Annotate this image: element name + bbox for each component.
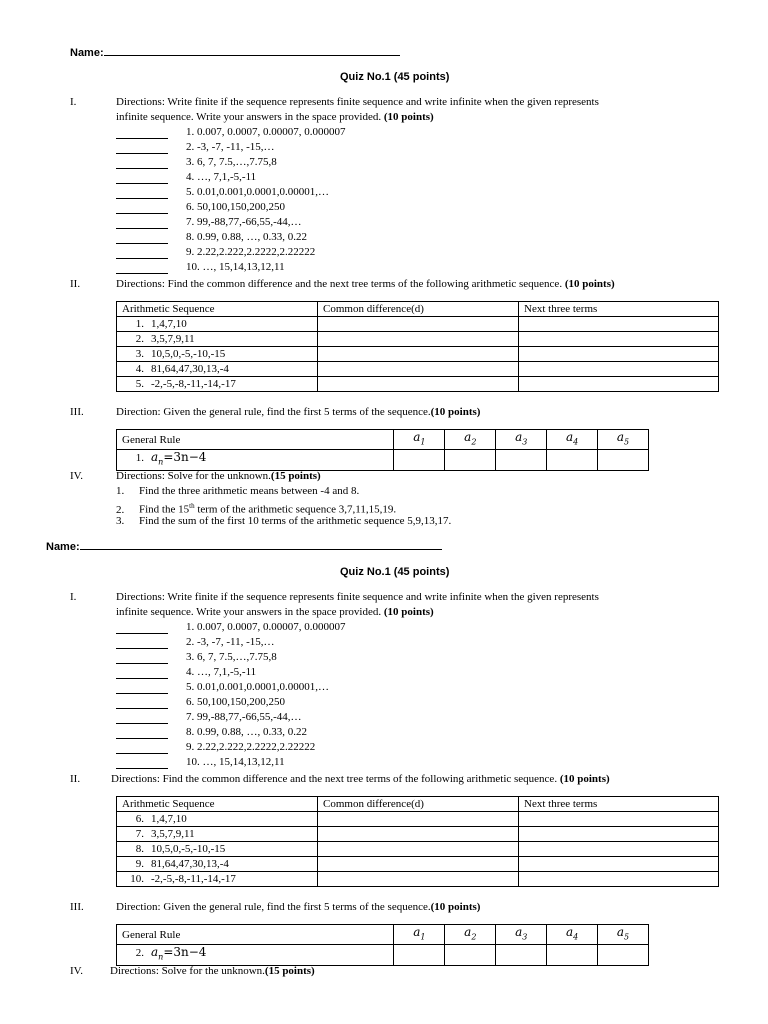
sequence-text: 9. 2.22,2.222,2.2222,2.22222 bbox=[186, 246, 316, 258]
table-row bbox=[117, 872, 719, 887]
term-header-a3: $a_3$ bbox=[496, 925, 547, 945]
sequence-text: 2. -3, -7, -11, -15,… bbox=[186, 141, 275, 153]
part4-roman: IV. bbox=[70, 965, 83, 977]
table-row bbox=[117, 812, 719, 827]
sequence-text: 10. …, 15,14,13,12,11 bbox=[186, 261, 285, 273]
part3-roman: III. bbox=[70, 901, 84, 913]
sequence-text: 1. 0.007, 0.0007, 0.00007, 0.000007 bbox=[186, 621, 346, 633]
term-answer-cell[interactable] bbox=[496, 450, 547, 470]
common-diff-answer-cell[interactable] bbox=[318, 362, 519, 377]
common-diff-answer-cell[interactable] bbox=[318, 317, 519, 332]
part2-directions: Directions: Find the common difference and the next tree terms of the following arithmetic sequence. (10 points) bbox=[116, 278, 615, 290]
part2-roman: II. bbox=[70, 773, 81, 785]
header-next-terms: Next three terms bbox=[519, 797, 719, 812]
answer-blank[interactable] bbox=[116, 157, 168, 169]
term-answer-cell[interactable] bbox=[547, 945, 598, 965]
next-terms-answer-cell[interactable] bbox=[519, 347, 719, 362]
sequence-text: 4. …, 7,1,-5,-11 bbox=[186, 171, 257, 183]
sequence-table bbox=[116, 301, 719, 392]
list-item bbox=[116, 620, 346, 635]
next-terms-answer-cell[interactable] bbox=[519, 377, 719, 392]
term-header-a5: $a_5$ bbox=[598, 430, 649, 450]
part4-directions: Directions: Solve for the unknown.(15 points) bbox=[110, 965, 315, 977]
quiz-title: Quiz No.1 (45 points) bbox=[340, 71, 450, 83]
answer-blank[interactable] bbox=[116, 262, 168, 274]
list-item bbox=[116, 740, 346, 755]
answer-blank[interactable] bbox=[116, 652, 168, 664]
sequence-cell: 8. 10,5,0,-5,-10,-15 bbox=[117, 842, 318, 857]
sequence-text: 2. -3, -7, -11, -15,… bbox=[186, 636, 275, 648]
points-label: (10 points) bbox=[383, 111, 434, 123]
sequence-text: 1. 0.007, 0.0007, 0.00007, 0.000007 bbox=[186, 126, 346, 138]
sequence-text: 3. 6, 7, 7.5,…,7.75,8 bbox=[186, 156, 277, 168]
list-item bbox=[116, 170, 346, 185]
points-label: (10 points) bbox=[430, 901, 481, 913]
general-rule-table bbox=[116, 924, 649, 966]
term-answer-cell[interactable] bbox=[598, 450, 649, 470]
common-diff-answer-cell[interactable] bbox=[318, 332, 519, 347]
general-rule-table bbox=[116, 429, 649, 471]
answer-blank[interactable] bbox=[116, 202, 168, 214]
rule-formula: $a_n=3n-4$ bbox=[151, 945, 207, 962]
list-item bbox=[116, 755, 346, 770]
header-general-rule: General Rule bbox=[117, 430, 394, 450]
sequence-cell: 3. 10,5,0,-5,-10,-15 bbox=[117, 347, 318, 362]
sequence-text: 10. …, 15,14,13,12,11 bbox=[186, 756, 285, 768]
header-arith-seq: Arithmetic Sequence bbox=[117, 797, 318, 812]
term-header-a1: $a_1$ bbox=[394, 925, 445, 945]
answer-blank[interactable] bbox=[116, 232, 168, 244]
table-row bbox=[117, 332, 719, 347]
points-label: (10 points) bbox=[564, 278, 615, 290]
next-terms-answer-cell[interactable] bbox=[519, 332, 719, 347]
term-header-a2: $a_2$ bbox=[445, 925, 496, 945]
answer-blank[interactable] bbox=[116, 247, 168, 259]
common-diff-answer-cell[interactable] bbox=[318, 377, 519, 392]
list-item bbox=[116, 140, 346, 155]
header-general-rule: General Rule bbox=[117, 925, 394, 945]
list-item bbox=[116, 185, 346, 200]
table-row bbox=[117, 377, 719, 392]
part1-roman: I. bbox=[70, 96, 77, 108]
points-label: (15 points) bbox=[264, 965, 315, 977]
table-row bbox=[117, 857, 719, 872]
sequence-text: 9. 2.22,2.222,2.2222,2.22222 bbox=[186, 741, 316, 753]
common-diff-answer-cell[interactable] bbox=[318, 857, 519, 872]
sequence-text: 7. 99,-88,77,-66,55,-44,… bbox=[186, 711, 302, 723]
sequence-text: 6. 50,100,150,200,250 bbox=[186, 201, 285, 213]
list-item bbox=[116, 230, 346, 245]
list-item bbox=[116, 155, 346, 170]
sequence-text: 6. 50,100,150,200,250 bbox=[186, 696, 285, 708]
part1-directions-line1: Directions: Write finite if the sequence represents finite sequence and write infinite when the given represents bbox=[116, 591, 599, 603]
quiz-title: Quiz No.1 (45 points) bbox=[340, 566, 450, 578]
term-answer-cell[interactable] bbox=[445, 945, 496, 965]
name-input-line[interactable] bbox=[104, 46, 400, 56]
part1-directions-line2: infinite sequence. Write your answers in the space provided. (10 points) bbox=[116, 606, 434, 618]
term-header-a2: $a_2$ bbox=[445, 430, 496, 450]
rule-formula: $a_n=3n-4$ bbox=[151, 450, 207, 467]
answer-blank[interactable] bbox=[116, 697, 168, 709]
header-common-diff: Common difference(d) bbox=[318, 797, 519, 812]
term-answer-cell[interactable] bbox=[496, 945, 547, 965]
list-item bbox=[116, 245, 346, 260]
name-line bbox=[46, 540, 442, 553]
common-diff-answer-cell[interactable] bbox=[318, 827, 519, 842]
table-row bbox=[117, 842, 719, 857]
header-next-terms: Next three terms bbox=[519, 302, 719, 317]
table-row bbox=[117, 347, 719, 362]
next-terms-answer-cell[interactable] bbox=[519, 827, 719, 842]
common-diff-answer-cell[interactable] bbox=[318, 872, 519, 887]
term-header-a4: $a_4$ bbox=[547, 430, 598, 450]
common-diff-answer-cell[interactable] bbox=[318, 842, 519, 857]
list-item bbox=[116, 680, 346, 695]
sequence-cell: 5. -2,-5,-8,-11,-14,-17 bbox=[117, 377, 318, 392]
term-answer-cell[interactable] bbox=[394, 450, 445, 470]
sequence-cell: 4. 81,64,47,30,13,-4 bbox=[117, 362, 318, 377]
term-answer-cell[interactable] bbox=[445, 450, 496, 470]
part1-directions-line1: Directions: Write finite if the sequence represents finite sequence and write infinite when the given represents bbox=[116, 96, 599, 108]
part1-directions-line2: infinite sequence. Write your answers in the space provided. (10 points) bbox=[116, 111, 434, 123]
sequence-text: 3. 6, 7, 7.5,…,7.75,8 bbox=[186, 651, 277, 663]
sequence-cell: 9. 81,64,47,30,13,-4 bbox=[117, 857, 318, 872]
rule-number: 2. bbox=[135, 947, 144, 960]
part2-roman: II. bbox=[70, 278, 81, 290]
part1-list bbox=[116, 620, 346, 770]
rule-cell bbox=[117, 450, 394, 470]
common-diff-answer-cell[interactable] bbox=[318, 347, 519, 362]
term-header-a4: $a_4$ bbox=[547, 925, 598, 945]
part1-roman: I. bbox=[70, 591, 77, 603]
points-label: (15 points) bbox=[270, 470, 321, 482]
next-terms-answer-cell[interactable] bbox=[519, 857, 719, 872]
term-answer-cell[interactable] bbox=[598, 945, 649, 965]
part4-item: 3. Find the sum of the first 10 terms of the arithmetic sequence 5,9,13,17. bbox=[116, 515, 452, 527]
sequence-table bbox=[116, 796, 719, 887]
sequence-cell: 6. 1,4,7,10 bbox=[117, 812, 318, 827]
answer-blank[interactable] bbox=[116, 187, 168, 199]
name-label: Name: bbox=[70, 47, 104, 59]
term-answer-cell[interactable] bbox=[394, 945, 445, 965]
list-item bbox=[116, 200, 346, 215]
answer-blank[interactable] bbox=[116, 622, 168, 634]
list-item bbox=[116, 695, 346, 710]
list-item bbox=[116, 725, 346, 740]
part2-directions: Directions: Find the common difference and the next tree terms of the following arithmetic sequence. (10 points) bbox=[111, 773, 610, 785]
part3-roman: III. bbox=[70, 406, 84, 418]
list-item bbox=[116, 650, 346, 665]
sequence-text: 7. 99,-88,77,-66,55,-44,… bbox=[186, 216, 302, 228]
next-terms-answer-cell[interactable] bbox=[519, 812, 719, 827]
next-terms-answer-cell[interactable] bbox=[519, 872, 719, 887]
name-label: Name: bbox=[46, 541, 80, 553]
table-row bbox=[117, 362, 719, 377]
answer-blank[interactable] bbox=[116, 142, 168, 154]
points-label: (10 points) bbox=[383, 606, 434, 618]
list-item bbox=[116, 260, 346, 275]
sequence-text: 5. 0.01,0.001,0.0001,0.00001,… bbox=[186, 681, 329, 693]
list-item bbox=[116, 635, 346, 650]
rule-number: 1. bbox=[135, 452, 144, 465]
term-answer-cell[interactable] bbox=[547, 450, 598, 470]
table-row bbox=[117, 827, 719, 842]
points-label: (10 points) bbox=[559, 773, 610, 785]
next-terms-answer-cell[interactable] bbox=[519, 842, 719, 857]
answer-blank[interactable] bbox=[116, 757, 168, 769]
list-item bbox=[116, 215, 346, 230]
answer-blank[interactable] bbox=[116, 637, 168, 649]
list-item bbox=[116, 125, 346, 140]
name-input-line[interactable] bbox=[80, 540, 442, 550]
term-header-a5: $a_5$ bbox=[598, 925, 649, 945]
points-label: (10 points) bbox=[430, 406, 481, 418]
sequence-cell: 7. 3,5,7,9,11 bbox=[117, 827, 318, 842]
answer-blank[interactable] bbox=[116, 172, 168, 184]
list-item bbox=[116, 665, 346, 680]
answer-blank[interactable] bbox=[116, 667, 168, 679]
rule-cell bbox=[117, 945, 394, 965]
next-terms-answer-cell[interactable] bbox=[519, 317, 719, 332]
answer-blank[interactable] bbox=[116, 217, 168, 229]
part4-directions: Directions: Solve for the unknown.(15 points) bbox=[116, 470, 321, 482]
name-line bbox=[70, 46, 400, 59]
sequence-cell: 2. 3,5,7,9,11 bbox=[117, 332, 318, 347]
part3-directions: Direction: Given the general rule, find the first 5 terms of the sequence.(10 points) bbox=[116, 406, 481, 418]
term-header-a1: $a_1$ bbox=[394, 430, 445, 450]
part3-directions: Direction: Given the general rule, find the first 5 terms of the sequence.(10 points) bbox=[116, 901, 481, 913]
answer-blank[interactable] bbox=[116, 712, 168, 724]
common-diff-answer-cell[interactable] bbox=[318, 812, 519, 827]
next-terms-answer-cell[interactable] bbox=[519, 362, 719, 377]
sequence-text: 5. 0.01,0.001,0.0001,0.00001,… bbox=[186, 186, 329, 198]
term-header-a3: $a_3$ bbox=[496, 430, 547, 450]
sequence-text: 4. …, 7,1,-5,-11 bbox=[186, 666, 257, 678]
answer-blank[interactable] bbox=[116, 727, 168, 739]
answer-blank[interactable] bbox=[116, 742, 168, 754]
part4-item: 1. Find the three arithmetic means between -4 and 8. bbox=[116, 485, 360, 497]
list-item bbox=[116, 710, 346, 725]
answer-blank[interactable] bbox=[116, 682, 168, 694]
sequence-cell: 1. 1,4,7,10 bbox=[117, 317, 318, 332]
sequence-text: 8. 0.99, 0.88, …, 0.33, 0.22 bbox=[186, 726, 307, 738]
part4-item: 2. Find the 15th term of the arithmetic sequence 3,7,11,15,19. bbox=[116, 502, 397, 516]
table-row bbox=[117, 317, 719, 332]
header-arith-seq: Arithmetic Sequence bbox=[117, 302, 318, 317]
sequence-cell: 10. -2,-5,-8,-11,-14,-17 bbox=[117, 872, 318, 887]
part4-roman: IV. bbox=[70, 470, 83, 482]
sequence-text: 8. 0.99, 0.88, …, 0.33, 0.22 bbox=[186, 231, 307, 243]
part1-list bbox=[116, 125, 346, 275]
answer-blank[interactable] bbox=[116, 127, 168, 139]
header-common-diff: Common difference(d) bbox=[318, 302, 519, 317]
